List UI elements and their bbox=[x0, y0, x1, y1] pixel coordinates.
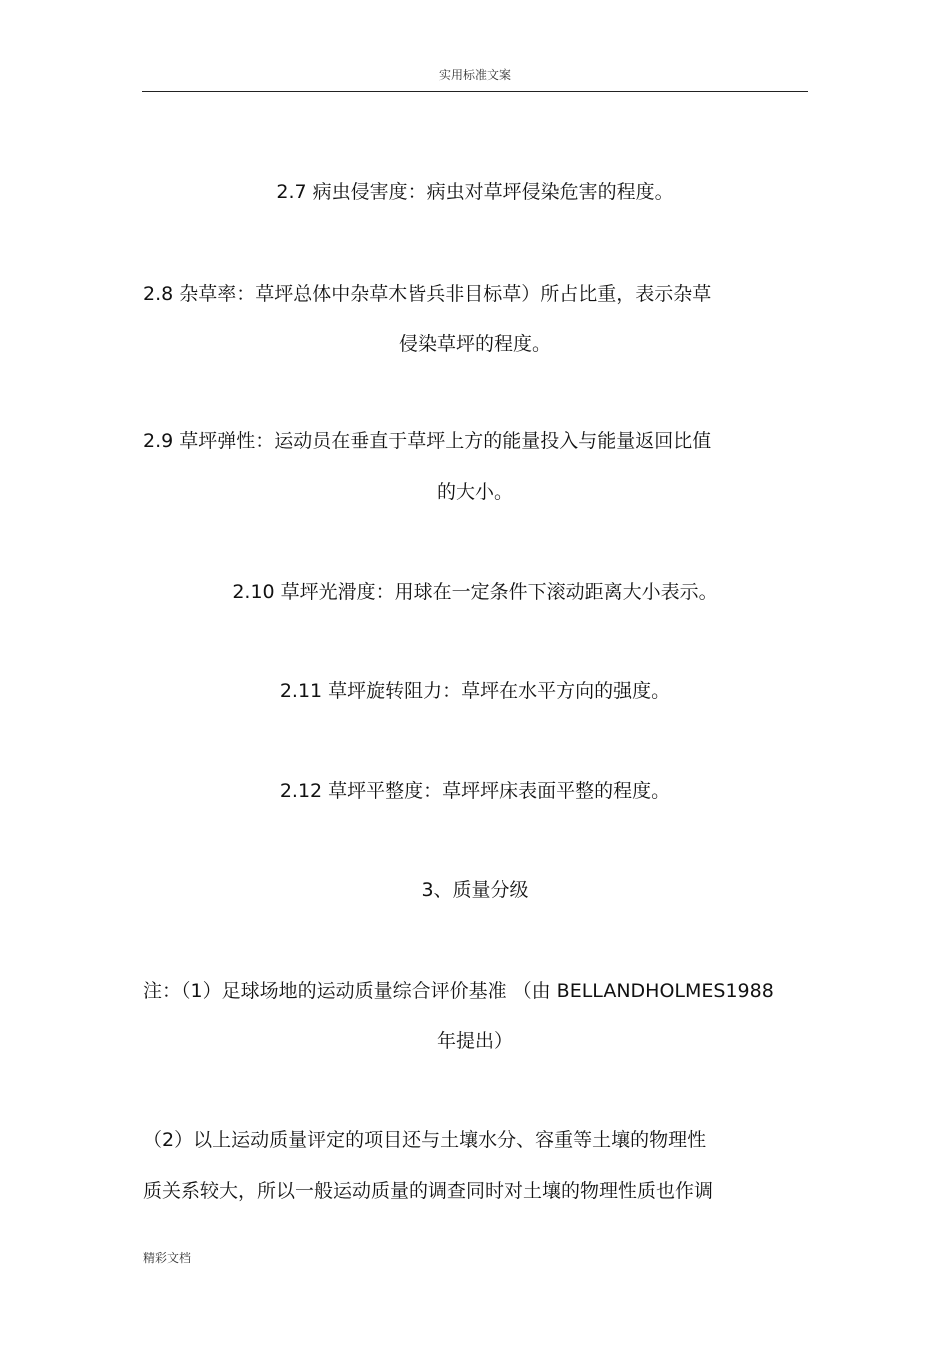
paragraph-2-8-line-2: 侵染草坪的程度。 bbox=[398, 333, 551, 355]
page-footer: 精彩文档 bbox=[143, 1251, 192, 1265]
note-1-line-1: 注：（1）足球场地的运动质量综合评价基准 （由 BELLANDHOLMES1988 bbox=[143, 980, 774, 1002]
note-2-line-1: （2）以上运动质量评定的项目还与土壤水分、容重等土壤的物理性 bbox=[143, 1129, 707, 1151]
section-heading-3: 3、质量分级 bbox=[421, 879, 529, 901]
paragraph-2-9-line-1: 2.9 草坪弹性：运动员在垂直于草坪上方的能量投入与能量返回比值 bbox=[143, 430, 712, 452]
paragraph-2-11: 2.11 草坪旋转阻力：草坪在水平方向的强度。 bbox=[279, 680, 671, 702]
paragraph-2-10: 2.10 草坪光滑度：用球在一定条件下滚动距离大小表示。 bbox=[232, 581, 718, 603]
paragraph-2-7: 2.7 病虫侵害度：病虫对草坪侵染危害的程度。 bbox=[276, 181, 674, 203]
header-rule bbox=[142, 91, 808, 92]
note-2-line-2: 质关系较大，所以一般运动质量的调查同时对土壤的物理性质也作调 bbox=[143, 1180, 714, 1202]
paragraph-2-12: 2.12 草坪平整度：草坪坪床表面平整的程度。 bbox=[279, 780, 671, 802]
paragraph-2-8-line-1: 2.8 杂草率：草坪总体中杂草木皆兵非目标草）所占比重，表示杂草 bbox=[143, 283, 712, 305]
paragraph-2-9-line-2: 的大小。 bbox=[436, 481, 513, 503]
note-1-line-2: 年提出） bbox=[436, 1030, 513, 1052]
page-header: 实用标准文案 bbox=[438, 68, 511, 82]
